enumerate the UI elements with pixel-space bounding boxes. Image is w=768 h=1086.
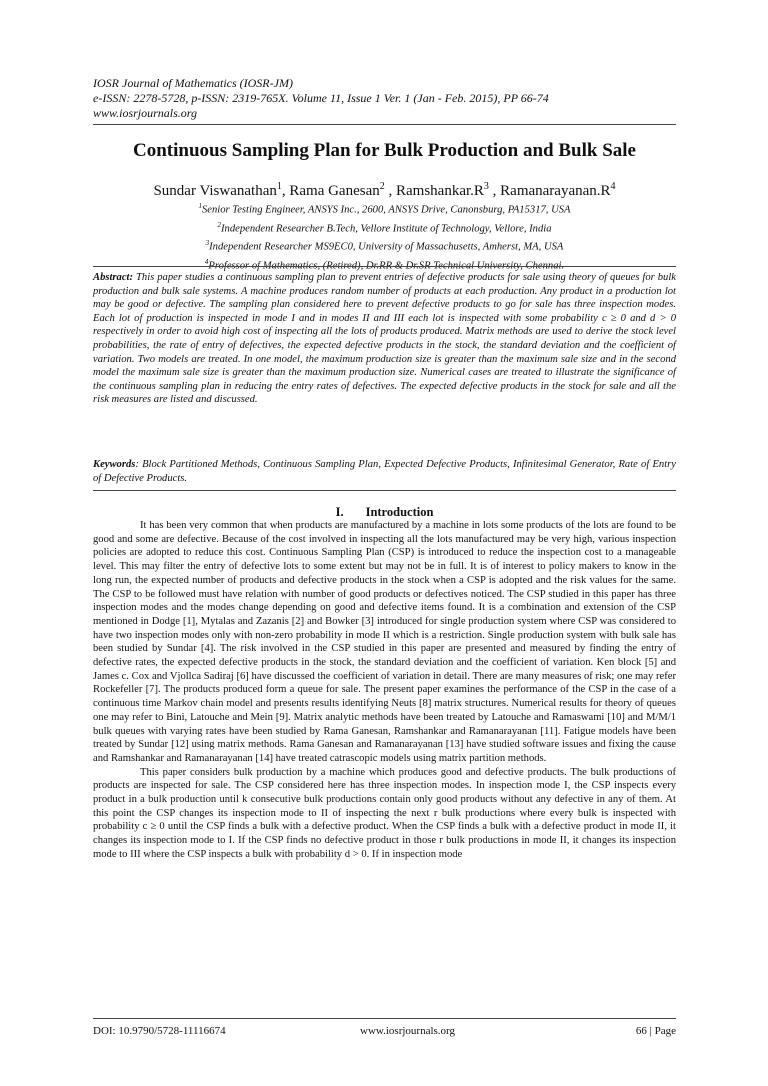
affiliation: $^2$Independent Researcher B.Tech, Vellore Institute of Technology, Vellore, India bbox=[217, 220, 552, 235]
author: $Ramshankar.R^3$ , bbox=[396, 181, 501, 199]
footer-website: www.iosrjournals.org bbox=[360, 1025, 456, 1037]
affiliation: $^1$Senior Testing Engineer, ANSYS Inc., 2600, ANSYS Drive, Canonsburg, PA15317, USA bbox=[198, 202, 571, 216]
page-footer bbox=[93, 1024, 676, 1038]
abstract-text: This paper studies a continuous sampling plan to prevent entries of defective products for sale using theory of queues for bulk production and bulk sale systems. A machine produces random number of products at each production. Any product in a production lot may be good or defective. The sampling plan considered here to prevent defective products to go for sale has three inspection modes. Each lot of production is inspected in mode I and in modes II and III each lot is inspected with some probability c ≥ 0 and d > 0 respectively in order to avoid high cost of inspecting all the lots of products produced. Matrix methods are used to derive the stock level probabilities, the rate of entry of defectives, the expected defective products in the stock, the standard deviation and the coefficient of variation. Two models are treated. In one model, the maximum production size is greater than the maximum sale size and in the second model the maximum sale size is greater than the maximum production size. Numerical cases are treated to illustrate the significance of the continuous sampling plan in reducing the entry rates of defectives. The expected defective products in the stock for sale and all the risk measures are listed and discussed. bbox=[93, 272, 676, 406]
footer-page-number: 66 | Page bbox=[635, 1025, 676, 1037]
abstract-label: Abstract: bbox=[93, 272, 134, 283]
section-title: Introduction bbox=[365, 505, 434, 519]
affiliations bbox=[93, 199, 676, 273]
keywords bbox=[93, 458, 676, 486]
journal-name: IOSR Journal of Mathematics (IOSR-JM) bbox=[93, 76, 293, 90]
journal-header bbox=[93, 76, 676, 121]
header-rule bbox=[93, 124, 676, 125]
affiliation: $^4$Professor of Mathematics, (Retired), Dr.RR & Dr.SR Technical University, Chennai. bbox=[204, 257, 565, 272]
footer-doi: DOI: 10.9790/5728-11116674 bbox=[93, 1025, 226, 1037]
abstract-top-rule bbox=[93, 266, 676, 267]
author-list bbox=[93, 177, 676, 201]
body-text bbox=[93, 519, 676, 862]
paragraph: It has been very common that when products are manufactured by a machine in lots some products of the lots are found to be good and some are defective. Because of the cost involved in inspecting all the lots manufactured may be very high, various inspection policies are adopted to reduce this cost. Continuous Sampling Plan (CSP) is introduced to reduce the inspection cost to a manageable level. This may filter the entry of defective lots to some extent but may not be in full. It is of interest to policy makers to know in the long run, the expected number of products and defective products in the stock when a CSP is adopted and the risk values for the same. The CSP to be followed must have relation with number of good products or defectives noticed. The CSP studied in this paper has three inspection modes and the modes change depending on good and defective items found. It is a combination and extension of the CSP mentioned in Dodge [1], Mytalas and Zazanis [2] and Bowker [3] introduced for single production system where CSP was considered to have two inspection modes only with non-zero probability in mode II which is a restriction. Single production system with bulk sale has been studied by Sundar [4]. The risk involved in the CSP studied in this paper are presented and measured by finding the entry of defective rates, the expected defective products in the stock, the standard deviation and the coefficient of variation. Ken block [5] and James c. Cox and Vjollca Sadiraj [6] have discussed the coefficient of variation in detail. There are many measures of risk; one may refer Rockefeller [7]. The products produced form a queue for sale. The present paper examines the performance of the CSP in the case of a continuous time Markov chain model and presents results identifying Neuts [8] matrix structures. Numerical results for theory of queues one may refer to Bini, Latouche and Mein [9]. Matrix analytic methods have been treated by Latouche and Ramaswami [10] and M/M/1 bulk queues with varying rates have been studied by Rama Ganesan, Ramshankar and Ramanarayanan [11]. Fatigue models have been treated by Sundar [12] using matrix methods. Rama Ganesan and Ramanarayanan [13] have studied software issues and fixing the cause and Ramshankar and Ramanarayanan [14] have treated catrascopic models using matrix partition methods. bbox=[93, 520, 676, 764]
abstract-bottom-rule bbox=[93, 490, 676, 491]
footer-rule bbox=[93, 1018, 676, 1019]
author: $Ramanarayanan.R^4$ bbox=[500, 181, 616, 199]
abstract bbox=[93, 271, 676, 407]
keywords-text: : Block Partitioned Methods, Continuous Sampling Plan, Expected Defective Products, Infinitesimal Generator, Rate of Entry of Defective Products. bbox=[93, 459, 676, 484]
issn-line: e-ISSN: 2278-5728, p-ISSN: 2319-765X. Volume 11, Issue 1 Ver. 1 (Jan - Feb. 2015), PP 66-74 bbox=[93, 91, 549, 105]
paragraph: This paper considers bulk production by a machine which produces good and defective products. The bulk productions of products are inspected for sale. The CSP considered here has three inspection modes. In inspection mode I, the CSP inspects every product in a bulk production until k consecutive bulk productions contain only good products without any defective in any of them. At this point the CSP changes its inspection mode to II of inspecting the next r bulk productions where every bulk is inspected with probability c ≥ 0 until the CSP finds a bulk with a defective product. When the CSP finds a bulk with a defective product in mode II, it changes its inspection mode to I. If the CSP finds no defective product in those r bulk productions in mode II, it changes its inspection mode to III where the CSP inspects a bulk with probability d > 0. If in inspection mode bbox=[93, 766, 676, 860]
section-number: I. bbox=[335, 505, 344, 519]
journal-website: www.iosrjournals.org bbox=[93, 106, 198, 120]
affiliation: $^3$Independent Researcher MS9EC0, University of Massachusetts, Amherst, MA, USA bbox=[205, 239, 564, 253]
paper-page bbox=[93, 0, 676, 1086]
keywords-label: Keywords bbox=[93, 459, 136, 470]
section-heading bbox=[93, 504, 676, 520]
author: Sundar Viswanathan$^1$, bbox=[153, 181, 290, 199]
paper-title: Continuous Sampling Plan for Bulk Production and Bulk Sale bbox=[133, 140, 636, 161]
author: Rama Ganesan$^2$ , bbox=[289, 181, 396, 199]
